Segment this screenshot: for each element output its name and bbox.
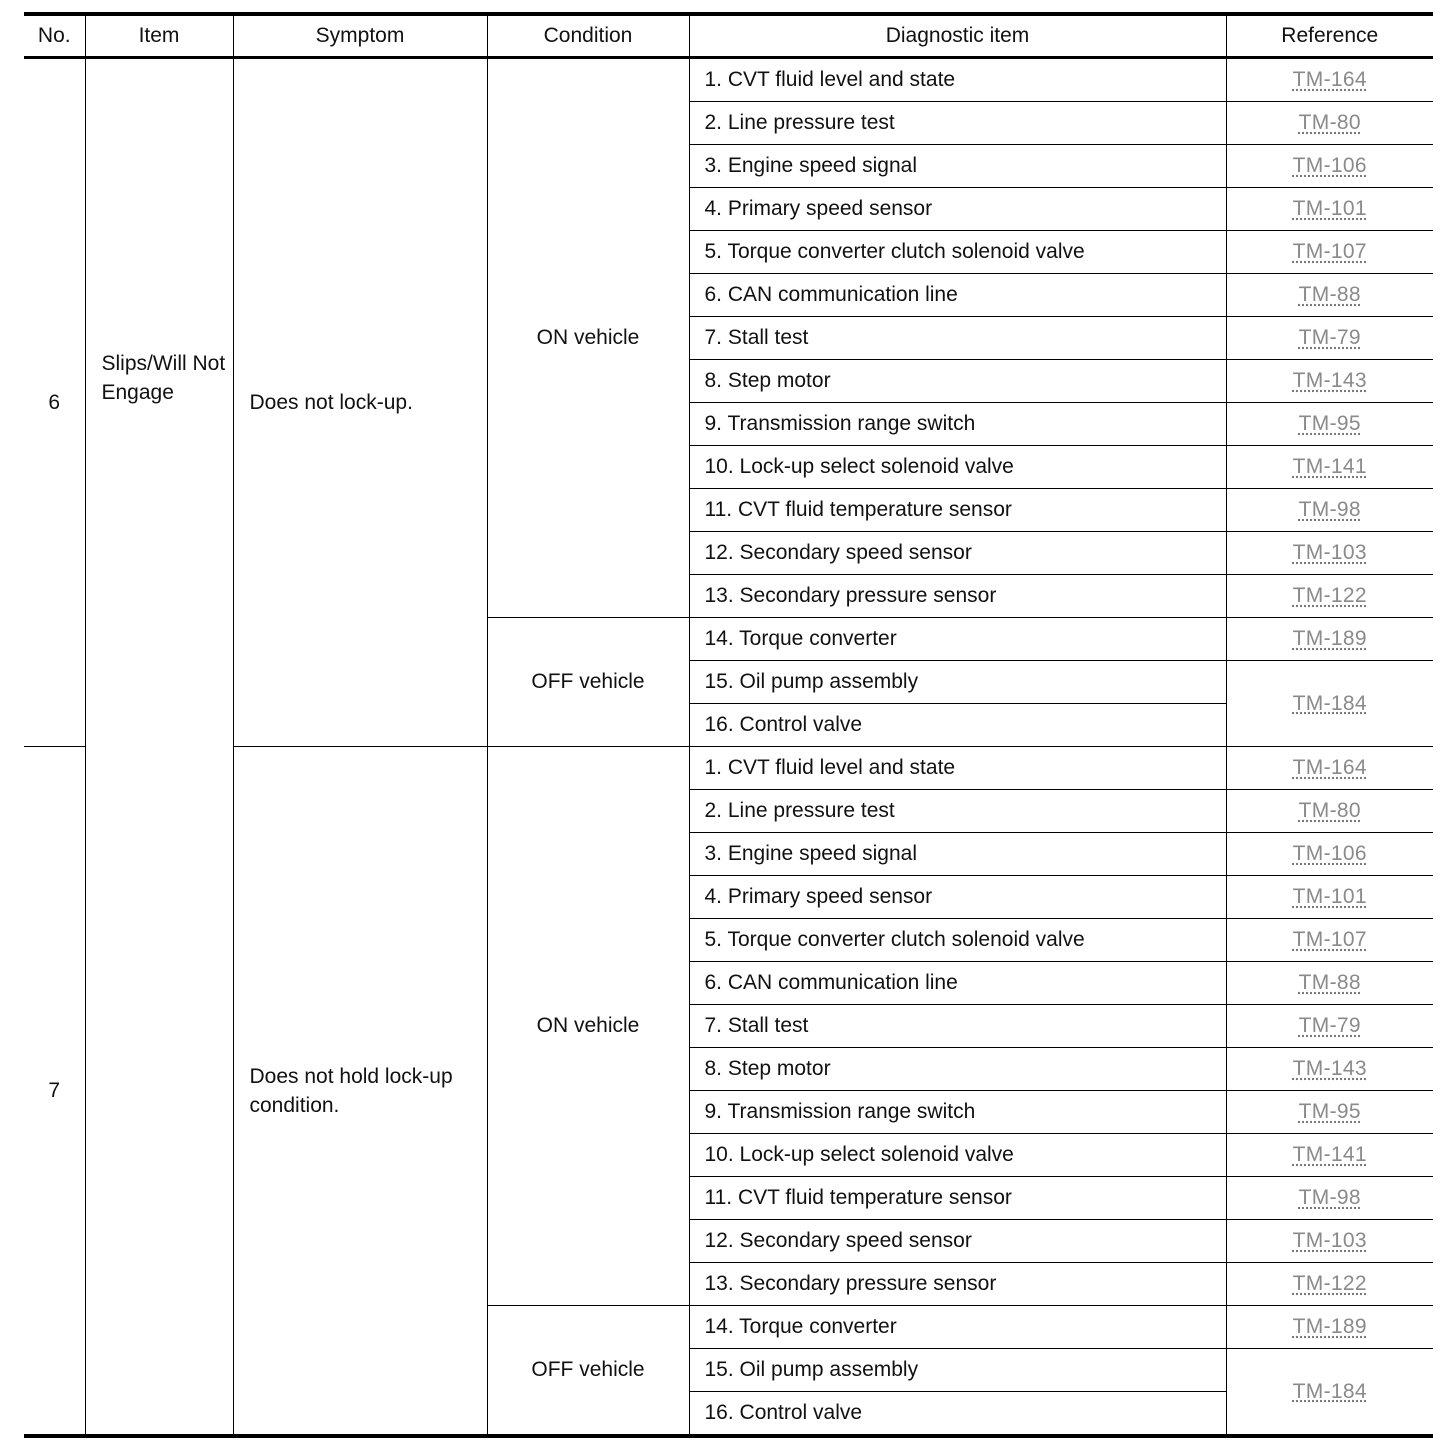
diagnostic-item: 13. Secondary pressure sensor bbox=[689, 1263, 1226, 1306]
reference-cell bbox=[1226, 231, 1433, 274]
header-symptom: Symptom bbox=[233, 14, 487, 58]
reference-cell bbox=[1226, 403, 1433, 446]
reference-cell bbox=[1226, 1177, 1433, 1220]
reference-link[interactable]: TM-103 bbox=[1292, 541, 1367, 564]
diagnostic-item: 9. Transmission range switch bbox=[689, 403, 1226, 446]
reference-cell bbox=[1226, 360, 1433, 403]
reference-link[interactable]: TM-107 bbox=[1292, 928, 1367, 951]
diagnostic-item: 5. Torque converter clutch solenoid valve bbox=[689, 231, 1226, 274]
header-condition: Condition bbox=[487, 14, 689, 58]
reference-link[interactable]: TM-122 bbox=[1292, 1272, 1367, 1295]
reference-link[interactable]: TM-88 bbox=[1298, 283, 1361, 306]
reference-cell bbox=[1226, 618, 1433, 661]
reference-link[interactable]: TM-103 bbox=[1292, 1229, 1367, 1252]
diagnostic-item: 1. CVT fluid level and state bbox=[689, 747, 1226, 790]
diagnostic-item: 7. Stall test bbox=[689, 1005, 1226, 1048]
reference-cell bbox=[1226, 575, 1433, 618]
diagnostic-item: 10. Lock-up select solenoid valve bbox=[689, 1134, 1226, 1177]
diagnostic-item: 15. Oil pump assembly bbox=[689, 1349, 1226, 1392]
reference-cell bbox=[1226, 747, 1433, 790]
reference-cell bbox=[1226, 489, 1433, 532]
reference-cell bbox=[1226, 790, 1433, 833]
condition-off-vehicle: OFF vehicle bbox=[487, 1306, 689, 1437]
row-number: 6 bbox=[24, 58, 85, 747]
reference-link[interactable]: TM-106 bbox=[1292, 842, 1367, 865]
diagnostic-item: 1. CVT fluid level and state bbox=[689, 58, 1226, 102]
reference-link[interactable]: TM-184 bbox=[1292, 1379, 1367, 1403]
reference-cell bbox=[1226, 145, 1433, 188]
reference-link[interactable]: TM-98 bbox=[1298, 1186, 1361, 1209]
reference-link[interactable]: TM-184 bbox=[1292, 691, 1367, 715]
reference-link[interactable]: TM-80 bbox=[1298, 799, 1361, 822]
diagnostic-item: 7. Stall test bbox=[689, 317, 1226, 360]
table-row bbox=[24, 747, 1433, 790]
diagnostic-item: 13. Secondary pressure sensor bbox=[689, 575, 1226, 618]
reference-cell bbox=[1226, 1263, 1433, 1306]
reference-link[interactable]: TM-189 bbox=[1292, 627, 1367, 650]
symptom-cell: Does not hold lock-up condition. bbox=[233, 747, 487, 1437]
diagnostic-item: 4. Primary speed sensor bbox=[689, 876, 1226, 919]
diagnostic-item: 6. CAN communication line bbox=[689, 274, 1226, 317]
diagnostic-item: 8. Step motor bbox=[689, 1048, 1226, 1091]
table-row bbox=[24, 58, 1433, 102]
diagnostic-item: 3. Engine speed signal bbox=[689, 145, 1226, 188]
header-diagnostic-item: Diagnostic item bbox=[689, 14, 1226, 58]
reference-cell bbox=[1226, 274, 1433, 317]
reference-link[interactable]: TM-95 bbox=[1298, 412, 1361, 435]
reference-cell bbox=[1226, 919, 1433, 962]
reference-cell bbox=[1226, 1048, 1433, 1091]
reference-link[interactable]: TM-80 bbox=[1298, 111, 1361, 134]
diagnostic-item: 3. Engine speed signal bbox=[689, 833, 1226, 876]
header-row bbox=[24, 14, 1433, 58]
reference-cell bbox=[1226, 446, 1433, 489]
reference-link[interactable]: TM-164 bbox=[1292, 68, 1367, 91]
reference-cell bbox=[1226, 962, 1433, 1005]
reference-cell bbox=[1226, 188, 1433, 231]
diagnostic-item: 14. Torque converter bbox=[689, 1306, 1226, 1349]
row-number: 7 bbox=[24, 747, 85, 1437]
diagnostic-item: 4. Primary speed sensor bbox=[689, 188, 1226, 231]
diagnostic-item: 12. Secondary speed sensor bbox=[689, 1220, 1226, 1263]
diagnostic-item: 15. Oil pump assembly bbox=[689, 661, 1226, 704]
condition-on-vehicle: ON vehicle bbox=[487, 58, 689, 618]
diagnostic-table bbox=[24, 12, 1433, 1438]
symptom-cell: Does not lock-up. bbox=[233, 58, 487, 747]
header-reference: Reference bbox=[1226, 14, 1433, 58]
diagnostic-item: 6. CAN communication line bbox=[689, 962, 1226, 1005]
diagnostic-item: 5. Torque converter clutch solenoid valve bbox=[689, 919, 1226, 962]
reference-link[interactable]: TM-79 bbox=[1298, 1014, 1361, 1037]
diagnostic-item: 14. Torque converter bbox=[689, 618, 1226, 661]
header-item: Item bbox=[85, 14, 233, 58]
diagnostic-item: 9. Transmission range switch bbox=[689, 1091, 1226, 1134]
reference-link[interactable]: TM-101 bbox=[1292, 885, 1367, 908]
reference-cell bbox=[1226, 58, 1433, 102]
reference-link[interactable]: TM-88 bbox=[1298, 971, 1361, 994]
diagnostic-item: 11. CVT fluid temperature sensor bbox=[689, 1177, 1226, 1220]
item-cell: Slips/Will Not Engage bbox=[85, 58, 233, 1437]
diagnostic-item: 16. Control valve bbox=[689, 704, 1226, 747]
reference-link[interactable]: TM-141 bbox=[1292, 1143, 1367, 1166]
reference-link[interactable]: TM-143 bbox=[1292, 1057, 1367, 1080]
diagnostic-item: 10. Lock-up select solenoid valve bbox=[689, 446, 1226, 489]
reference-cell bbox=[1226, 1220, 1433, 1263]
reference-link[interactable]: TM-79 bbox=[1298, 326, 1361, 349]
diagnostic-item: 8. Step motor bbox=[689, 360, 1226, 403]
reference-cell bbox=[1226, 532, 1433, 575]
reference-link[interactable]: TM-101 bbox=[1292, 197, 1367, 220]
diagnostic-item: 12. Secondary speed sensor bbox=[689, 532, 1226, 575]
reference-link[interactable]: TM-106 bbox=[1292, 154, 1367, 177]
diagnostic-item: 11. CVT fluid temperature sensor bbox=[689, 489, 1226, 532]
reference-link[interactable]: TM-141 bbox=[1292, 455, 1367, 478]
diagnostic-item: 2. Line pressure test bbox=[689, 102, 1226, 145]
reference-cell bbox=[1226, 102, 1433, 145]
reference-cell bbox=[1226, 661, 1433, 747]
diagnostic-item: 16. Control valve bbox=[689, 1392, 1226, 1437]
reference-link[interactable]: TM-107 bbox=[1292, 240, 1367, 263]
reference-cell bbox=[1226, 833, 1433, 876]
reference-cell bbox=[1226, 317, 1433, 360]
reference-link[interactable]: TM-95 bbox=[1298, 1100, 1361, 1123]
condition-on-vehicle: ON vehicle bbox=[487, 747, 689, 1306]
condition-off-vehicle: OFF vehicle bbox=[487, 618, 689, 747]
reference-link[interactable]: TM-164 bbox=[1292, 756, 1367, 779]
reference-link[interactable]: TM-98 bbox=[1298, 498, 1361, 521]
header-no: No. bbox=[24, 14, 85, 58]
diagnostic-item: 2. Line pressure test bbox=[689, 790, 1226, 833]
reference-link[interactable]: TM-143 bbox=[1292, 369, 1367, 392]
reference-cell bbox=[1226, 1091, 1433, 1134]
reference-link[interactable]: TM-122 bbox=[1292, 584, 1367, 607]
reference-cell bbox=[1226, 1349, 1433, 1437]
reference-cell bbox=[1226, 876, 1433, 919]
reference-cell bbox=[1226, 1306, 1433, 1349]
reference-cell bbox=[1226, 1005, 1433, 1048]
reference-link[interactable]: TM-189 bbox=[1292, 1315, 1367, 1338]
reference-cell bbox=[1226, 1134, 1433, 1177]
